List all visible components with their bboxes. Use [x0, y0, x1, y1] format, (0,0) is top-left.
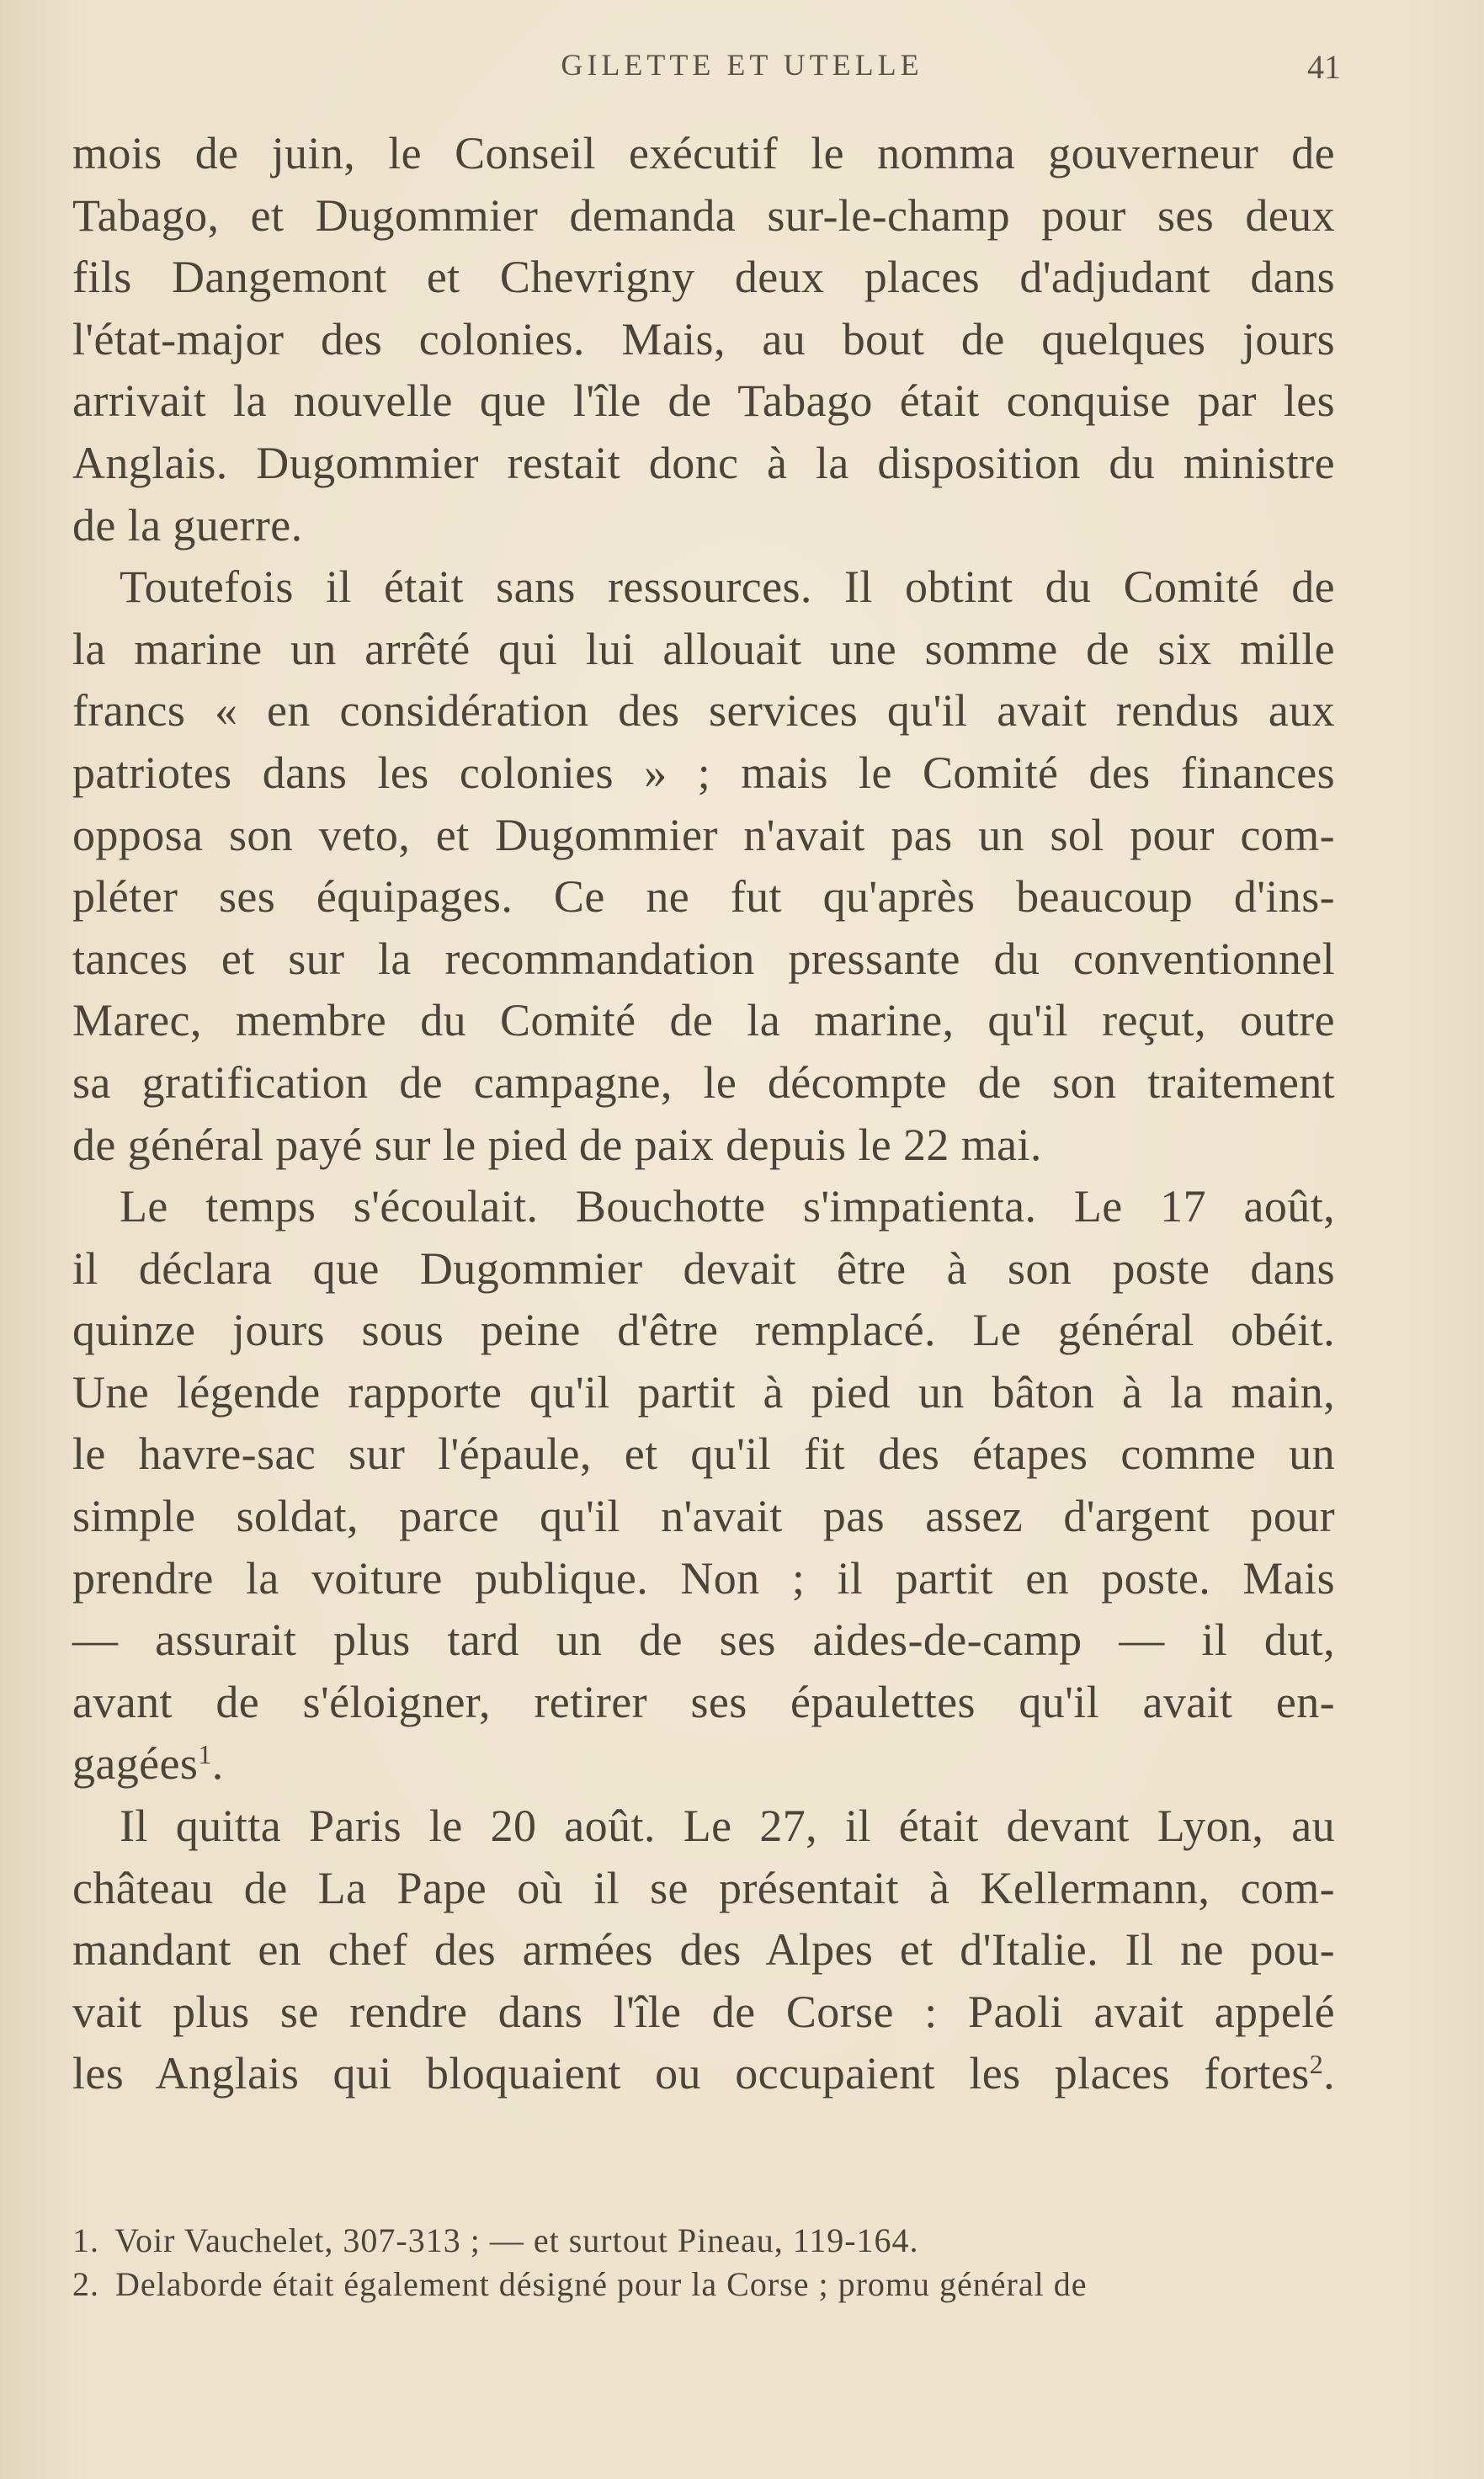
body-text — [72, 123, 1335, 2105]
text-line: la marine un arrêté qui lui allouait une somme de six mille — [72, 623, 1335, 674]
footnotes — [72, 2219, 1335, 2306]
text-line: opposa son veto, et Dugommier n'avait pas un sol pour com- — [72, 809, 1335, 860]
text-line: Il quitta Paris le 20 août. Le 27, il était devant Lyon, au — [120, 1801, 1335, 1852]
text-line: de général payé sur le pied de paix depuis le 22 mai. — [72, 1119, 1042, 1170]
text-line: Toutefois il était sans ressources. Il obtint du Comité de — [120, 561, 1335, 613]
footnote-text: Voir Vauchelet, 307-313 ; — et surtout Pineau, 119-164. — [114, 2221, 919, 2259]
text-line: il déclara que Dugommier devait être à son poste dans — [72, 1242, 1335, 1294]
text-line — [72, 1733, 1335, 1795]
text-line: Une légende rapporte qu'il partit à pied un bâton à la main, — [72, 1366, 1335, 1418]
text-line: pléter ses équipages. Ce ne fut qu'après beaucoup d'ins- — [72, 871, 1335, 923]
text-line: tances et sur la recommandation pressante du conventionnel — [72, 933, 1335, 984]
text-line: Marec, membre du Comité de la marine, qu'il reçut, outre — [72, 995, 1335, 1046]
line-punctuation: . — [1323, 2048, 1335, 2099]
page-number: 41 — [1307, 48, 1341, 86]
text-line: mois de juin, le Conseil exécutif le nomma gouverneur de — [72, 128, 1335, 178]
running-head — [0, 47, 1484, 89]
footnote-ref-2[interactable]: 2 — [1309, 2049, 1324, 2080]
text-line: fils Dangemont et Chevrigny deux places d'adjudant dans — [72, 252, 1335, 303]
text-line — [72, 2043, 1335, 2105]
footnote — [72, 2263, 1335, 2306]
text-line: Tabago, et Dugommier demanda sur-le-champ pour ses deux — [72, 189, 1335, 241]
text-line: vait plus se rendre dans l'île de Corse : Paoli avait appelé — [72, 1986, 1335, 2037]
text-line: — assurait plus tard un de ses aides-de-camp — il dut, — [72, 1615, 1335, 1666]
footnote-text: Delaborde était également désigné pour la Corse ; promu général de — [115, 2265, 1088, 2303]
text-line: quinze jours sous peine d'être remplacé. Le général obéit. — [72, 1305, 1335, 1356]
text-line: patriotes dans les colonies » ; mais le Comité des finances — [72, 747, 1335, 798]
footnote — [72, 2219, 1335, 2263]
footnote-number: 1. — [72, 2221, 99, 2259]
text-line: château de La Pape où il se présentait à Kellermann, com- — [72, 1862, 1335, 1913]
text-line: arrivait la nouvelle que l'île de Tabago était conquise par les — [72, 375, 1335, 427]
text-line: francs « en considération des services qu'il avait rendus aux — [72, 685, 1335, 737]
text-line: Anglais. Dugommier restait donc à la disposition du ministre — [72, 437, 1335, 488]
text-line: l'état-major des colonies. Mais, au bout de quelques jours — [72, 313, 1335, 364]
footnote-ref-1[interactable]: 1 — [198, 1739, 212, 1770]
text-line: sa gratification de campagne, le décompte de son traitement — [72, 1056, 1335, 1108]
text-line: simple soldat, parce qu'il n'avait pas assez d'argent pour — [72, 1491, 1335, 1542]
running-title: GILETTE ET UTELLE — [561, 48, 923, 82]
text-line: le havre-sac sur l'épaule, et qu'il fit des étapes comme un — [72, 1428, 1335, 1480]
line-text: les Anglais qui bloquaient ou occupaient les places fortes — [72, 2048, 1310, 2099]
text-line: prendre la voiture publique. Non ; il partit en poste. Mais — [72, 1552, 1335, 1604]
line-punctuation: . — [211, 1738, 224, 1790]
text-line: Le temps s'écoulait. Bouchotte s'impatienta. Le 17 août, — [120, 1181, 1335, 1232]
footnote-number: 2. — [72, 2265, 99, 2303]
text-line: avant de s'éloigner, retirer ses épaulettes qu'il avait en- — [72, 1676, 1335, 1727]
text-line: mandant en chef des armées des Alpes et d'Italie. Il ne pou- — [72, 1924, 1335, 1976]
text-line: de la guerre. — [72, 499, 303, 551]
line-text: gagées — [72, 1738, 199, 1790]
